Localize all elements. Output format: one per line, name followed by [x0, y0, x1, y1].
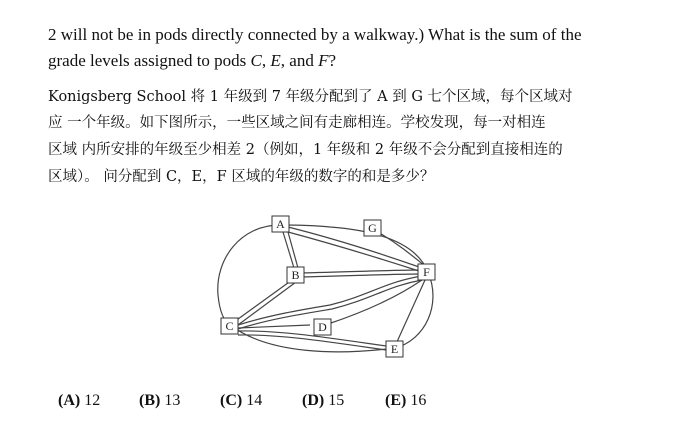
walkway-c-f	[238, 276, 422, 325]
choice-b-value: 13	[164, 392, 181, 409]
pod-d-label: D	[318, 320, 327, 334]
choice-b[interactable]	[139, 392, 180, 410]
pod-b-label: B	[291, 268, 300, 282]
pod-e	[386, 341, 403, 357]
pod-a-label: A	[276, 217, 285, 231]
choice-c-letter: (C)	[220, 392, 243, 409]
problem-line-1: 2 will not be in pods directly connected by a walkway.) What is the sum of the	[48, 25, 582, 44]
zh-line-4: 区域）。 问分配到 C，E，F 区域的年级的数字的和是多少？	[48, 169, 435, 185]
choice-e-letter: (E)	[385, 392, 407, 409]
sep-1: ,	[261, 51, 271, 70]
choice-a[interactable]	[58, 392, 100, 410]
problem-line-2	[48, 48, 336, 74]
pod-b	[287, 267, 304, 283]
choice-c-value: 14	[246, 392, 263, 409]
pod-f-label: F	[423, 265, 430, 279]
choice-e[interactable]	[385, 392, 426, 410]
choice-c[interactable]	[220, 392, 262, 410]
zh-line-1: Konigsberg School 将 1 年级到 7 年级分配到了 A 到 G 七个区域，每个区域对	[48, 89, 573, 105]
pod-d	[314, 319, 331, 335]
choice-a-letter: (A)	[58, 392, 81, 409]
pod-c-label: C	[225, 319, 234, 333]
walkway-a-b	[283, 232, 294, 268]
sep-2: , and	[280, 51, 319, 70]
pod-e-label: E	[390, 342, 399, 356]
zh-line-3: 区域 内所安排的年级至少相差 2（例如，1 年级和 2 年级不会分配到直接相连的	[48, 142, 563, 158]
choice-a-value: 12	[84, 392, 101, 409]
pod-f	[418, 264, 435, 280]
walkway-c-e	[238, 331, 386, 346]
choice-d-letter: (D)	[302, 392, 325, 409]
choice-b-letter: (B)	[139, 392, 161, 409]
choice-e-value: 16	[410, 392, 427, 409]
pod-c	[221, 318, 238, 334]
pod-g-label: G	[368, 221, 377, 235]
walkway-e-f	[396, 280, 425, 344]
pod-g	[364, 220, 381, 236]
walkway-b-f	[300, 270, 422, 273]
choice-d[interactable]	[302, 392, 344, 410]
answer-choices	[0, 392, 674, 418]
pod-diagram	[210, 210, 450, 365]
var-c: C	[250, 51, 262, 70]
walkway-b-c	[234, 280, 292, 322]
question-mark: ?	[328, 51, 337, 70]
zh-line-2: 应 一个年级。如下图所示，一些区域之间有走廊相连。学校发现，每一对相连	[48, 115, 546, 131]
var-e: E	[270, 51, 281, 70]
pod-a	[272, 216, 289, 232]
choice-d-value: 15	[328, 392, 345, 409]
var-f: F	[318, 51, 329, 70]
problem-line-2-text: grade levels assigned to pods	[48, 51, 251, 70]
